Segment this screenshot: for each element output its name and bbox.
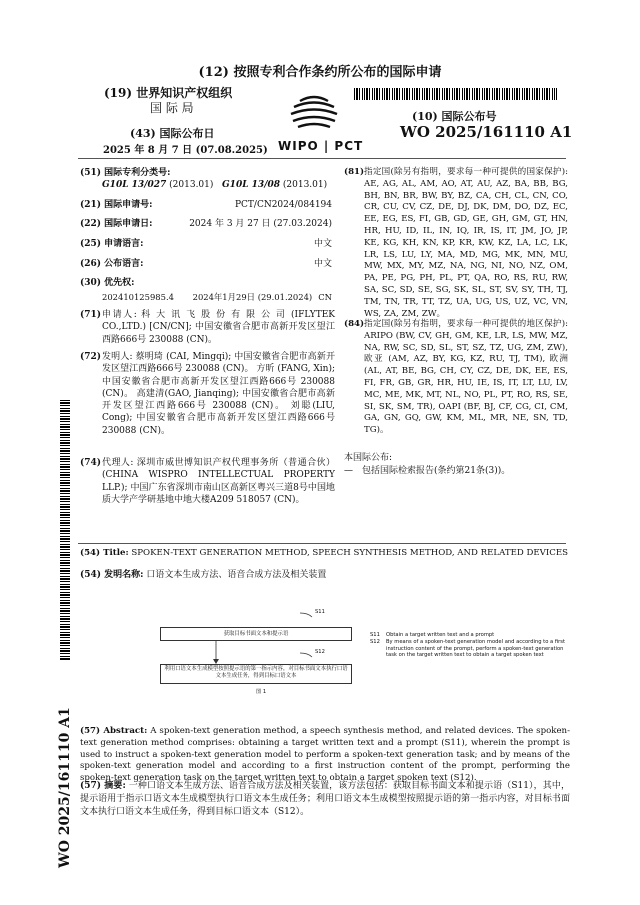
publication-language: 中文: [313, 259, 332, 269]
filing-date-label: (22) 国际申请日:: [80, 219, 153, 229]
publication-note-label: 本国际公布:: [344, 453, 393, 463]
designated-states-section: [344, 167, 568, 320]
abstract-english-text: A spoken-text generation method, a speech synthesis method, and related devices. The spoken-text generation method comprises: obtaining a target written text and a prompt (S11), wherein the prompt is used to instruct a spoken-text generation model to perform a spoken-text generation task; and by means of the spoken-text generation model and according to a first instruction content of the prompt, performing the spoken-text generation task on the target written text to obtain a target spoken text (S12).: [80, 726, 570, 784]
applicant-text: 申请人: 科 大 讯 飞 股 份 有 限 公 司 (IFLYTEK CO.,LTD.) [CN/CN]; 中国安徽省合肥市高新开发区望江西路666号 230088 (CN)。: [102, 310, 335, 345]
figure-legend: [370, 632, 570, 659]
agent-text: 代理人: 深圳市威世博知识产权代理事务所（普通合伙）(CHINA WISPRO INTELLECTUAL PROPERTY LLP.); 中国广东省深圳市南山区高新区粤兴三道8号中国地质大学产学研基地中地大楼A209 518057 (CN)。: [102, 458, 335, 505]
flowchart-step1-tag: S11: [315, 609, 325, 615]
abstract-english-label: (57) Abstract:: [80, 726, 148, 736]
publication-language-row: [80, 258, 335, 270]
flowchart-step2-tag: S12: [315, 649, 325, 655]
abstract-english: [80, 726, 570, 785]
agent-label: (74): [80, 458, 102, 468]
title-chinese-text: 口语文本生成方法、语音合成方法及相关装置: [146, 570, 327, 580]
filing-language-row: [80, 238, 335, 250]
ipc-code-2: G10L 13/08: [222, 180, 281, 190]
priority-number: 202410125985.4: [102, 292, 174, 302]
figure-caption: 图 1: [256, 689, 267, 695]
wipo-logo: [284, 95, 344, 137]
title-english: [80, 548, 570, 560]
wipo-org-name: (19) 世界知识产权组织: [104, 86, 233, 100]
applicant-section: [80, 309, 335, 346]
side-publication-number: WO 2025/161110 A1: [57, 707, 73, 868]
wipo-pct-label: WIPO | PCT: [278, 139, 364, 153]
priority-date: 2024年1月29日 (29.01.2024): [192, 292, 313, 302]
barcode-side: [60, 400, 70, 660]
barcode-top: [354, 88, 557, 100]
abstract-chinese: [80, 780, 570, 819]
figure-flowchart: [160, 605, 360, 705]
priority-country: CN: [318, 292, 332, 302]
legend-s11-text: Obtain a target written text and a prompt: [386, 632, 495, 638]
priority-label: (30) 优先权:: [80, 278, 135, 288]
international-bureau: 国 际 局: [150, 101, 194, 115]
regional-states-section: [344, 319, 568, 437]
title-chinese-label: (54) 发明名称:: [80, 570, 144, 580]
classification-values: [80, 179, 357, 191]
publication-language-label: (26) 公布语言:: [80, 259, 144, 269]
legend-s12-tag: S12: [370, 639, 380, 645]
publication-number-label: (10) 国际公布号: [412, 110, 497, 123]
publication-number: WO 2025/161110 A1: [400, 123, 573, 141]
legend-s11-tag: S11: [370, 632, 380, 638]
filing-date-row: [80, 218, 335, 230]
designated-states-text: 指定国(除另有指明，要求每一种可提供的国家保护): AE, AG, AL, AM, AO, AT, AU, AZ, BA, BB, BG, BH, BN, BR, BW, BY, BZ, CA, CH, CL, CN, CO, CR, CU, CV, CZ, DE, DJ, DK, DM, DO, DZ, EC, EE, EG, ES, FI, GB, GD, GE, GH, GM, GT, HN, HR, HU, ID, IL, IN, IQ, IR, IS, IT, JM, JO, JP, KE, KG, KH, KN, KP, KR, KW, KZ, LA, LC, LK, LR, LS, LU, LY, MA, MD, MG, MK, MN, MU, MW, MX, MY, MZ, NA, NG, NI, NO, NZ, OM, PA, PE, PG, PH, PL, PT, QA, RO, RS, RU, RW, SA, SC, SD, SE, SG, SK, SL, ST, SV, SY, TH, TJ, TM, TN, TR, TT, TZ, UA, UG, US, UZ, VC, VN, WS, ZA, ZM, ZW。: [364, 167, 568, 319]
ipc-code-1: G10L 13/027: [102, 180, 167, 190]
inventor-section: [80, 351, 335, 437]
title-divider: [78, 543, 566, 544]
filing-language: 中文: [313, 239, 332, 249]
regional-states-label: (84): [344, 319, 365, 329]
abstract-chinese-text: 一种口语文本生成方法、语音合成方法及相关装置，该方法包括：获取目标书面文本和提示语（S11），其中，提示语用于指示口语文本生成模型执行口语文本生成任务；利用口语文本生成模型按照提示语的第一指示内容，对目标书面文本执行口语文本生成任务，得到目标口语文本（S12）。: [80, 781, 570, 817]
ipc-year-1: (2013.01): [169, 180, 214, 190]
inventor-label: (72): [80, 352, 102, 362]
title-english-label: (54) Title:: [80, 548, 129, 558]
wipo-globe-icon: [284, 95, 344, 137]
application-number-row: [80, 199, 335, 211]
applicant-label: (71): [80, 310, 102, 320]
application-number-label: (21) 国际申请号:: [80, 200, 153, 210]
title-chinese: [80, 569, 570, 581]
header-divider: [78, 158, 566, 159]
publication-date-label: (43) 国际公布日: [130, 127, 215, 140]
agent-section: [80, 457, 335, 506]
regional-states-text: 指定国(除另有指明，要求每一种可提供的地区保护): ARIPO (BW, CV, GH, GM, KE, LR, LS, MW, MZ, NA, RW, SC, SD, SL, ST, SZ, TZ, UG, ZM, ZW), 欧亚 (AM, AZ, BY, KG, KZ, RU, TJ, TM), 欧洲 (AL, AT, BE, BG, CH, CY, CZ, DE, DK, EE, ES, FI, FR, GB, GR, HR, HU, IE, IS, IT, LT, LU, LV, MC, ME, MK, MT, NL, NO, PL, PT, RO, RS, SE, SI, SK, SM, TR), OAPI (BF, BJ, CF, CG, CI, CM, GA, GN, GQ, GW, KM, ML, MR, NE, SN, TD, TG)。: [364, 319, 568, 436]
priority-row: [80, 291, 335, 303]
legend-s12-text: By means of a spoken-text generation model and according to a first instruction content of the prompt, perform a spoken-text generation task on the target written text to obtain a target spoken text: [386, 639, 565, 659]
filing-date: 2024 年 3 月 27 日 (27.03.2024): [189, 219, 332, 229]
legend-s12: [370, 639, 570, 659]
abstract-chinese-label: (57) 摘要:: [80, 781, 126, 791]
inventor-text: 发明人: 蔡明琦 (CAI, Mingqi); 中国安徽省合肥市高新开发区望江西路666号 230088 (CN)。 方昕 (FANG, Xin); 中国安徽省合肥市高新开发区望江西路666号 230088 (CN)。 高建清(GAO, Jianqing); 中国安徽省合肥市高新开发区望江西路666号 230088 (CN)。 刘聪(LIU, Cong); 中国安徽省合肥市高新开发区望江西路666号 230088 (CN)。: [102, 352, 335, 436]
title-english-text: SPOKEN-TEXT GENERATION METHOD, SPEECH SYNTHESIS METHOD, AND RELATED DEVICES: [131, 548, 568, 558]
document-type-heading: (12) 按照专利合作条约所公布的国际申请: [198, 65, 442, 80]
filing-language-label: (25) 申请语言:: [80, 239, 144, 249]
publication-date: 2025 年 8 月 7 日 (07.08.2025): [103, 145, 268, 156]
publication-note-item: — 包括国际检索报告(条约第21条(3))。: [344, 466, 511, 476]
classification-label: (51) 国际专利分类号:: [80, 168, 171, 178]
flowchart-step1-box: 获取目标书面文本和提示语: [160, 627, 352, 641]
application-number: PCT/CN2024/084194: [234, 200, 332, 210]
legend-s11: [370, 632, 570, 639]
designated-states-label: (81): [344, 167, 365, 177]
ipc-year-2: (2013.01): [282, 180, 328, 190]
flowchart-step2-box: 利用口语文本生成模型按照提示语的第一指示内容，对目标书面文本执行口语文本生成任务，得到目标口语文本: [160, 664, 352, 684]
